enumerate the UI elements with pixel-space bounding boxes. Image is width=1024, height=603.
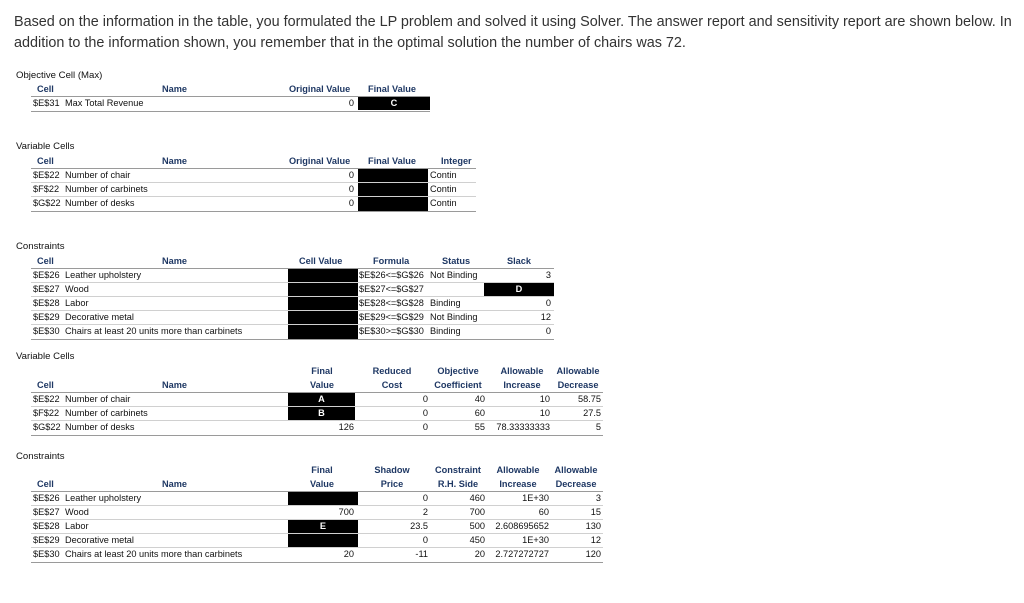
sens-variable-final-label: B [318, 408, 325, 418]
constraints-header-value: Cell Value [299, 256, 343, 266]
sens-constraints-bottom-rule [31, 562, 603, 563]
sens-constraints-final-redacted [288, 492, 358, 505]
variable-row-cell: $E$22 [33, 170, 60, 180]
sens-variables-header-decrease: Allowable [556, 366, 600, 376]
sens-variables-section-title: Variable Cells [16, 351, 75, 362]
constraint-row-name: Chairs at least 20 units more than carbinets [65, 326, 243, 336]
variable-row-integer: Contin [430, 198, 457, 208]
variable-row-original: 0 [348, 170, 354, 180]
sens-constraint-row-decrease: 15 [590, 507, 601, 517]
sens-variable-row-cell: $F$22 [33, 408, 60, 418]
sens-variable-row-name: Number of carbinets [65, 408, 148, 418]
sens-variable-row-decrease: 58.75 [578, 394, 601, 404]
constraint-row-slack: 0 [545, 298, 551, 308]
variable-row-integer: Contin [430, 170, 457, 180]
sens-constraint-row-decrease: 12 [590, 535, 601, 545]
constraints-header-name: Name [162, 256, 188, 266]
constraint-row-formula: $E$29<=$G$29 [359, 312, 424, 322]
variables-bottom-rule [31, 211, 476, 212]
sens-variables-header-cell: Cell [37, 380, 54, 390]
sens-variables-header-increase: Allowable [500, 366, 544, 376]
sens-constraints-header-shadow: Shadow [374, 465, 410, 475]
constraints-bottom-rule [31, 339, 554, 340]
sens-constraints-header-cell: Cell [37, 479, 54, 489]
constraint-row-slack: 12 [540, 312, 551, 322]
sens-constraint-row-rhs: 450 [469, 535, 485, 545]
sens-constraints-section-title: Constraints [16, 451, 65, 462]
sens-constraint-row-rhs: 700 [469, 507, 485, 517]
sens-constraints-header-shadow-2: Price [380, 479, 404, 489]
constraint-row-status: Binding [430, 298, 461, 308]
sens-constraint-row-cell: $E$30 [33, 549, 60, 559]
row-divider [31, 324, 554, 325]
sens-constraint-row-increase: 2.608695652 [495, 521, 549, 531]
sens-variable-row-reduced: 0 [422, 394, 428, 404]
sens-variable-row-decrease: 27.5 [583, 408, 601, 418]
sens-variables-header-reduced: Reduced [372, 366, 412, 376]
constraints-header-formula: Formula [373, 256, 410, 266]
row-divider [31, 196, 476, 197]
variables-header-original: Original Value [289, 156, 351, 166]
constraints-header-status: Status [442, 256, 471, 266]
sens-constraint-row-cell: $E$28 [33, 521, 60, 531]
sens-variable-row-objective: 60 [474, 408, 485, 418]
constraints-value-redacted [288, 269, 358, 339]
variable-row-original: 0 [348, 198, 354, 208]
sens-variable-row-increase: 10 [539, 394, 550, 404]
sens-constraints-header-increase: Allowable [496, 465, 540, 475]
sens-constraint-row-name: Chairs at least 20 units more than carbinets [65, 549, 243, 559]
constraints-header-cell: Cell [37, 256, 54, 266]
constraints-section-title: Constraints [16, 241, 65, 252]
sens-variable-row-name: Number of chair [65, 394, 131, 404]
row-divider [31, 519, 603, 520]
sens-constraint-final-label: E [319, 521, 327, 531]
constraint-row-formula: $E$28<=$G$28 [359, 298, 424, 308]
constraint-row-slack: 0 [545, 326, 551, 336]
constraint-row-slack: 3 [545, 270, 551, 280]
sens-variable-final-label: A [318, 394, 325, 404]
sens-variable-row-reduced: 0 [422, 408, 428, 418]
variable-row-original: 0 [348, 184, 354, 194]
sens-constraint-row-increase: 1E+30 [522, 493, 549, 503]
sens-constraints-header-increase-2: Increase [499, 479, 537, 489]
sens-constraints-header-final: Final [311, 465, 333, 475]
row-divider [31, 533, 603, 534]
sens-variables-header-name: Name [162, 380, 188, 390]
constraint-row-status: Binding [430, 326, 461, 336]
sens-variable-row-reduced: 0 [422, 422, 428, 432]
row-divider [31, 310, 554, 311]
row-divider [31, 420, 603, 421]
row-divider [31, 296, 554, 297]
variables-header-final: Final Value [368, 156, 416, 166]
variable-row-name: Number of chair [65, 170, 131, 180]
sens-variable-row-objective: 40 [474, 394, 485, 404]
sens-variables-bottom-rule [31, 435, 603, 436]
row-divider [31, 282, 554, 283]
constraint-row-cell: $E$27 [33, 284, 60, 294]
sens-constraint-row-decrease: 130 [585, 521, 601, 531]
variables-header-integer: Integer [441, 156, 472, 166]
sens-constraint-row-decrease: 3 [595, 493, 601, 503]
sens-constraint-row-shadow: 23.5 [410, 521, 428, 531]
constraint-row-name: Leather upholstery [65, 270, 142, 280]
variables-final-redacted [358, 169, 428, 211]
constraint-row-name: Labor [65, 298, 89, 308]
sens-constraint-row-name: Labor [65, 521, 89, 531]
variable-row-cell: $G$22 [33, 198, 61, 208]
objective-final-label: C [390, 98, 398, 108]
sens-constraint-row-shadow: 0 [422, 493, 428, 503]
sens-constraint-row-decrease: 120 [585, 549, 601, 559]
sens-variable-row-name: Number of desks [65, 422, 135, 432]
sens-constraint-row-cell: $E$26 [33, 493, 60, 503]
sens-variables-header-objective: Objective [437, 366, 479, 376]
sens-constraint-row-increase: 60 [538, 507, 549, 517]
objective-header-original: Original Value [289, 84, 351, 94]
sens-constraint-row-rhs: 460 [469, 493, 485, 503]
constraint-slack-label: D [515, 284, 523, 294]
sens-variables-header-decrease-2: Decrease [557, 380, 599, 390]
row-divider [31, 406, 603, 407]
constraint-row-formula: $E$30>=$G$30 [359, 326, 424, 336]
sens-constraint-row-cell: $E$29 [33, 535, 60, 545]
sens-variables-header-increase-2: Increase [503, 380, 541, 390]
variable-row-name: Number of desks [65, 198, 135, 208]
constraint-row-cell: $E$30 [33, 326, 60, 336]
sens-constraints-header-rhs: Constraint [435, 465, 481, 475]
variable-row-integer: Contin [430, 184, 457, 194]
variables-header-name: Name [162, 156, 188, 166]
sens-constraints-header-decrease: Allowable [554, 465, 598, 475]
sens-constraint-row-final: 20 [343, 549, 354, 559]
sens-constraints-header-final-2: Value [309, 479, 334, 489]
row-divider [31, 182, 476, 183]
sens-variable-row-cell: $E$22 [33, 394, 60, 404]
sens-constraints-header-rhs-2: R.H. Side [437, 479, 479, 489]
objective-section-title: Objective Cell (Max) [16, 70, 103, 81]
sens-variable-row-increase: 78.33333333 [496, 422, 550, 432]
sens-constraint-row-shadow: 0 [422, 535, 428, 545]
sens-constraint-row-name: Decorative metal [65, 535, 134, 545]
constraints-header-slack: Slack [507, 256, 532, 266]
row-divider [31, 505, 603, 506]
sens-constraint-row-name: Wood [65, 507, 89, 517]
constraint-row-cell: $E$28 [33, 298, 60, 308]
constraint-row-cell: $E$29 [33, 312, 60, 322]
sens-variable-row-decrease: 5 [595, 422, 601, 432]
sens-variable-row-final: 126 [338, 422, 354, 432]
sens-variables-header-final: Final [311, 366, 333, 376]
sens-constraint-row-increase: 2.727272727 [495, 549, 549, 559]
constraint-row-status: Not Binding [430, 270, 478, 280]
constraint-row-formula: $E$26<=$G$26 [359, 270, 424, 280]
sens-constraint-row-rhs: 500 [469, 521, 485, 531]
sens-constraint-row-shadow: 2 [422, 507, 428, 517]
sens-constraint-row-cell: $E$27 [33, 507, 60, 517]
sens-constraint-row-final: 700 [338, 507, 354, 517]
variable-row-name: Number of carbinets [65, 184, 148, 194]
sens-constraints-header-decrease-2: Decrease [555, 479, 597, 489]
constraint-row-name: Wood [65, 284, 89, 294]
sens-constraint-row-shadow: -11 [415, 549, 428, 559]
constraint-row-name: Decorative metal [65, 312, 134, 322]
objective-cell: $E$31 [33, 98, 60, 108]
sens-variables-header-objective-2: Coefficient [434, 380, 482, 390]
intro-paragraph: Based on the information in the table, you formulated the LP problem and solved it using Solver. The answer report and sensitivity report are shown below. In addition to the information shown, you remember that in the optimal solution the number of chairs was 72. [14, 14, 1012, 51]
sens-constraints-header-name: Name [162, 479, 188, 489]
sens-variable-row-objective: 55 [474, 422, 485, 432]
objective-header-final: Final Value [368, 84, 416, 94]
sens-constraint-row-rhs: 20 [474, 549, 485, 559]
objective-header-name: Name [162, 84, 188, 94]
objective-header-cell: Cell [37, 84, 54, 94]
sens-variables-header-reduced-2: Cost [381, 380, 403, 390]
objective-bottom-rule [31, 111, 430, 112]
sens-constraint-row-name: Leather upholstery [65, 493, 142, 503]
variables-header-cell: Cell [37, 156, 54, 166]
sens-variable-row-increase: 10 [539, 408, 550, 418]
row-divider [31, 547, 603, 548]
objective-original-value: 0 [348, 98, 354, 108]
sens-constraint-row-increase: 1E+30 [522, 535, 549, 545]
constraint-row-formula: $E$27<=$G$27 [359, 284, 424, 294]
constraint-row-status: Not Binding [430, 312, 478, 322]
sens-variables-header-final-2: Value [309, 380, 334, 390]
variables-section-title: Variable Cells [16, 141, 75, 152]
objective-name: Max Total Revenue [65, 98, 144, 108]
variable-row-cell: $F$22 [33, 184, 60, 194]
sens-variable-row-cell: $G$22 [33, 422, 61, 432]
constraint-row-cell: $E$26 [33, 270, 60, 280]
